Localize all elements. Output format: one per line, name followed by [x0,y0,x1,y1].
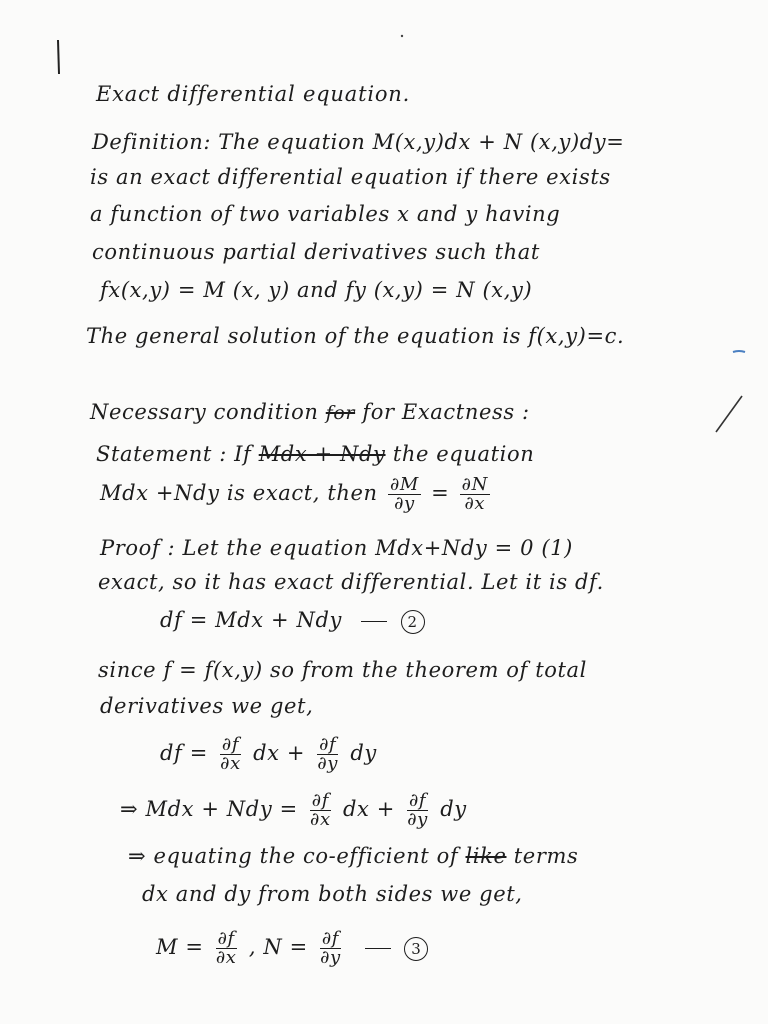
fraction-numerator: ∂N [461,474,488,495]
dy-term: dy [350,741,377,765]
definition-line-1: Definition: The equation M(x,y)dx + N (x,y)dy= [92,130,625,154]
equation-dash [361,621,387,622]
heading-struck-word: for [325,402,356,424]
statement-pre: Statement : If [96,442,252,466]
equals-sign: = [431,481,450,505]
definition-line-3: a function of two variables x and y having [90,202,561,226]
definition-line-4: continuous partial derivatives such that [92,240,540,264]
proof-line-1: Proof : Let the equation Mdx+Ndy = 0 (1) [100,536,573,560]
fraction-df-dx [308,792,333,829]
equating-post: terms [513,844,579,868]
dx-term: dx + [343,797,395,821]
exactness-condition-line [100,476,493,513]
fraction-numerator: ∂f [221,734,240,755]
m-lhs: M = [156,935,204,959]
equating-line-1 [128,842,578,870]
equating-pre: ⇒ equating the co-efficient of [128,844,459,868]
equation-2: df = Mdx + Ndy [160,608,342,632]
df-lhs: df = [160,741,208,765]
n-lhs: , N = [248,935,308,959]
fraction-denominator: ∂y [394,493,415,514]
statement-struck: Mdx + Ndy [258,442,386,466]
fraction-numerator: ∂f [409,790,427,811]
fraction-numerator: ∂M [389,474,419,495]
total-derivative-line [160,736,377,773]
fraction-denominator: ∂x [215,947,237,968]
fraction-denominator: ∂x [220,753,241,774]
general-solution-line: The general solution of the equation is f(x,y)=c. [86,324,625,348]
fraction-denominator: ∂y [407,809,428,830]
fraction-df-dy [318,930,343,967]
condition-pre: Mdx +Ndy is exact, then [100,481,378,505]
fraction-numerator: ∂f [311,790,329,811]
equating-line-2: dx and dy from both sides we get, [142,882,523,906]
fraction-df-dx [214,930,239,967]
since-line-2: derivatives we get, [100,694,314,718]
equation-tag-2: 2 [401,610,425,634]
statement-line [96,440,534,468]
fraction-denominator: ∂x [464,493,486,514]
fraction-dN-dx [460,476,490,513]
fraction-denominator: ∂x [310,809,331,830]
fraction-numerator: ∂f [217,928,235,949]
fraction-numerator: ∂f [321,928,340,949]
statement-post: the equation [392,442,535,466]
fraction-df-dx [218,736,243,773]
dy-term: dy [440,797,467,821]
necessary-condition-heading [90,398,530,427]
heading-text-post: for Exactness : [362,400,530,424]
fraction-denominator: ∂y [320,947,341,968]
since-line-1: since f = f(x,y) so from the theorem of total [98,658,587,682]
fraction-denominator: ∂y [317,753,339,774]
definition-line-2: is an exact differential equation if there exists [90,165,611,189]
equating-struck: like [465,844,507,868]
fraction-df-dy [315,736,340,773]
fraction-dM-dy [388,476,421,513]
implies-lhs: ⇒ Mdx + Ndy = [120,797,298,821]
page-title: Exact differential equation. [96,82,411,106]
result-line [156,930,428,967]
implies-line-1 [120,792,467,829]
heading-text-pre: Necessary condition [90,400,319,424]
equation-tag-3: 3 [404,937,428,961]
fraction-df-dy [405,792,430,829]
definition-line-5: fx(x,y) = M (x, y) and fy (x,y) = N (x,y) [100,278,533,302]
equation-dash [365,948,391,949]
fraction-numerator: ∂f [319,734,337,755]
dx-term: dx + [253,741,306,765]
proof-line-2: exact, so it has exact differential. Let it is df. [98,570,604,594]
equation-2-line [160,606,425,634]
